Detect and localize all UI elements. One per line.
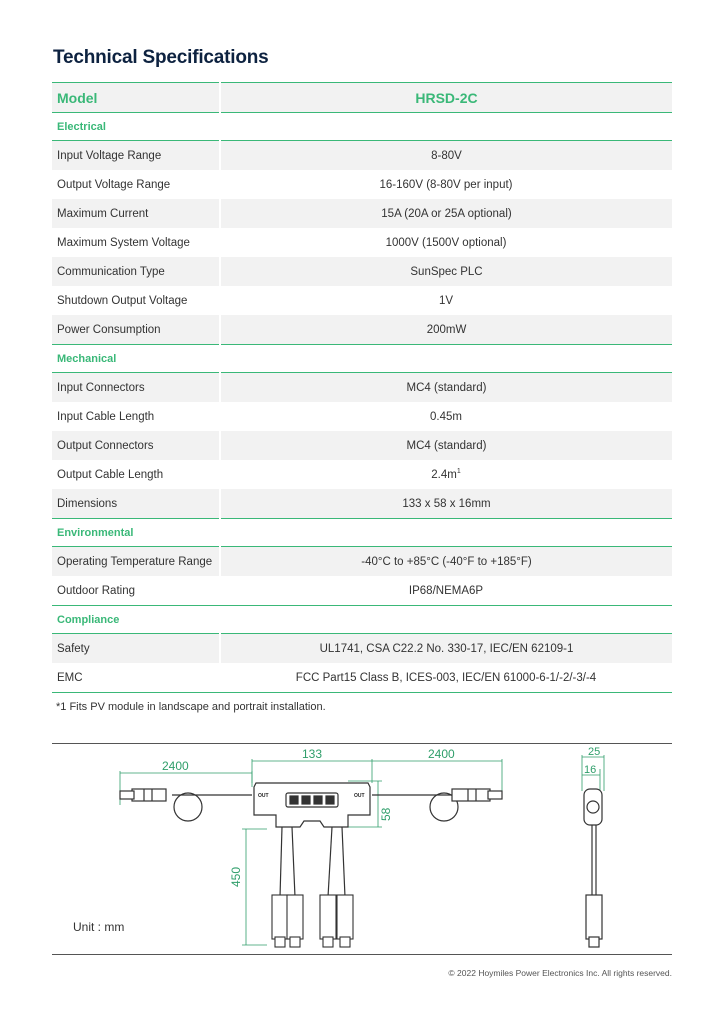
spec-value bbox=[220, 257, 672, 286]
spec-row bbox=[52, 431, 672, 460]
input-cable-4 bbox=[342, 827, 345, 897]
spec-value-text: 1000V (1500V optional) bbox=[385, 236, 507, 249]
spec-row bbox=[52, 489, 672, 519]
right-output-connector bbox=[452, 789, 490, 801]
dim-label-body-width: 133 bbox=[302, 747, 323, 761]
section-row-environmental bbox=[52, 519, 672, 547]
dim-label-side-body: 16 bbox=[584, 764, 597, 776]
model-header-row bbox=[52, 83, 672, 113]
spec-row bbox=[52, 634, 672, 664]
page-title: Technical Specifications bbox=[53, 47, 269, 68]
spec-value bbox=[220, 402, 672, 431]
input-cables bbox=[280, 827, 345, 897]
dim-label-body-height: 58 bbox=[379, 807, 393, 821]
side-view-connector-tip bbox=[589, 937, 599, 947]
spec-value-text: 15A (20A or 25A optional) bbox=[381, 207, 512, 220]
spec-value bbox=[220, 315, 672, 345]
spec-row bbox=[52, 228, 672, 257]
input-connector-tip-1 bbox=[275, 937, 285, 947]
spec-row bbox=[52, 315, 672, 345]
spec-value bbox=[220, 547, 672, 577]
spec-row bbox=[52, 199, 672, 228]
model-value: HRSD-2C bbox=[220, 83, 672, 113]
spec-key: EMC bbox=[52, 663, 220, 693]
section-row-electrical bbox=[52, 113, 672, 141]
section-row-compliance bbox=[52, 606, 672, 634]
section-title: Environmental bbox=[52, 519, 672, 547]
input-connector-tip-2 bbox=[290, 937, 300, 947]
spec-value bbox=[220, 663, 672, 693]
input-cable-2 bbox=[292, 827, 295, 897]
spec-row bbox=[52, 460, 672, 489]
spec-value-text: SunSpec PLC bbox=[410, 265, 483, 278]
left-cable-coil bbox=[174, 793, 202, 821]
dimension-drawing bbox=[52, 745, 672, 955]
spec-key: Outdoor Rating bbox=[52, 576, 220, 606]
spec-row bbox=[52, 286, 672, 315]
spec-key: Shutdown Output Voltage bbox=[57, 294, 188, 307]
input-connectors bbox=[272, 895, 353, 947]
spec-row bbox=[52, 576, 672, 606]
spec-value bbox=[220, 199, 672, 228]
spec-value-text: 0.45m bbox=[430, 410, 462, 423]
spec-value bbox=[220, 141, 672, 171]
footnote: *1 Fits PV module in landscape and portrait installation. bbox=[56, 701, 326, 713]
spec-row bbox=[52, 402, 672, 431]
input-connector-tip-3 bbox=[323, 937, 333, 947]
spec-key: Dimensions bbox=[52, 489, 220, 519]
drawing-bottom-rule bbox=[52, 954, 672, 955]
spec-value bbox=[220, 489, 672, 519]
spec-key: Input Voltage Range bbox=[52, 141, 220, 171]
spec-value-text: MC4 (standard) bbox=[406, 439, 487, 452]
spec-value-text: 8-80V bbox=[431, 149, 462, 162]
section-row-mechanical bbox=[52, 345, 672, 373]
spec-key: Operating Temperature Range bbox=[52, 547, 220, 577]
left-output-connector bbox=[132, 789, 166, 801]
dim-label-left-cable: 2400 bbox=[162, 759, 189, 773]
model-label: Model bbox=[52, 83, 220, 113]
input-connector-3 bbox=[320, 895, 336, 939]
junction-body bbox=[254, 783, 370, 827]
spec-key: Input Connectors bbox=[52, 373, 220, 403]
port-label-right: OUT bbox=[354, 793, 365, 799]
input-connector-2 bbox=[287, 895, 303, 939]
spec-value-text: 16-160V (8-80V per input) bbox=[379, 178, 513, 191]
spec-row bbox=[52, 663, 672, 693]
spec-table bbox=[52, 82, 672, 693]
input-cable-1 bbox=[280, 827, 282, 897]
input-connector-1 bbox=[272, 895, 288, 939]
spec-key: Power Consumption bbox=[52, 315, 220, 345]
spec-value bbox=[220, 228, 672, 257]
spec-value-text: MC4 (standard) bbox=[406, 381, 487, 394]
port-label-left: OUT bbox=[258, 793, 269, 799]
section-title: Mechanical bbox=[52, 345, 672, 373]
spec-key: Communication Type bbox=[52, 257, 220, 286]
spec-row bbox=[52, 547, 672, 577]
spec-value-text: 2.4m bbox=[431, 468, 457, 481]
unit-label: Unit : mm bbox=[73, 920, 125, 934]
dim-label-input-cable: 450 bbox=[229, 866, 243, 887]
spec-value bbox=[220, 460, 672, 489]
spec-value bbox=[220, 170, 672, 199]
left-connector-tip bbox=[120, 791, 134, 799]
spec-value-text: IP68/NEMA6P bbox=[408, 584, 484, 597]
spec-table-body bbox=[52, 83, 672, 693]
side-view-connector bbox=[586, 895, 602, 939]
input-cable-3 bbox=[328, 827, 332, 897]
side-view-button bbox=[587, 801, 599, 813]
spec-row bbox=[52, 141, 672, 171]
dim-label-right-cable: 2400 bbox=[428, 747, 455, 761]
footnote-marker: 1 bbox=[456, 468, 461, 476]
dim-label-side-total: 25 bbox=[588, 746, 601, 758]
drawing-top-rule bbox=[52, 743, 672, 744]
spec-key: Maximum Current bbox=[52, 199, 220, 228]
cert-mark-2-icon bbox=[302, 796, 310, 804]
section-title: Electrical bbox=[52, 113, 672, 141]
spec-value-text: FCC Part15 Class B, ICES-003, IEC/EN 61000-6-1/-2/-3/-4 bbox=[295, 671, 597, 684]
spec-value bbox=[220, 431, 672, 460]
spec-value-text: 133 x 58 x 16mm bbox=[402, 497, 491, 510]
spec-key: Input Cable Length bbox=[57, 410, 155, 423]
spec-value-text: -40°C to +85°C (-40°F to +185°F) bbox=[361, 555, 532, 568]
spec-key: Maximum System Voltage bbox=[57, 236, 190, 249]
spec-value bbox=[220, 286, 672, 315]
spec-key: Output Voltage Range bbox=[57, 178, 171, 191]
spec-value-text: 200mW bbox=[426, 323, 467, 336]
cert-mark-4-icon bbox=[326, 796, 334, 804]
spec-row bbox=[52, 257, 672, 286]
spec-key: Safety bbox=[52, 634, 220, 664]
input-connector-4 bbox=[337, 895, 353, 939]
spec-key: Output Connectors bbox=[52, 431, 220, 460]
dimension-labels bbox=[162, 746, 600, 887]
spec-value bbox=[220, 634, 672, 664]
cert-mark-1-icon bbox=[290, 796, 298, 804]
spec-value bbox=[220, 576, 672, 606]
spec-value-text: UL1741, CSA C22.2 No. 330-17, IEC/EN 62109-1 bbox=[319, 642, 574, 655]
input-connector-tip-4 bbox=[340, 937, 350, 947]
spec-row bbox=[52, 373, 672, 403]
spec-key: Output Cable Length bbox=[57, 468, 164, 481]
spec-value-text: 1V bbox=[438, 294, 454, 307]
cert-mark-3-icon bbox=[314, 796, 322, 804]
spec-value bbox=[220, 373, 672, 403]
spec-row bbox=[52, 170, 672, 199]
copyright: © 2022 Hoymiles Power Electronics Inc. All rights reserved. bbox=[448, 968, 672, 978]
side-view bbox=[584, 789, 602, 947]
right-connector-tip bbox=[488, 791, 502, 799]
section-title: Compliance bbox=[52, 606, 672, 634]
